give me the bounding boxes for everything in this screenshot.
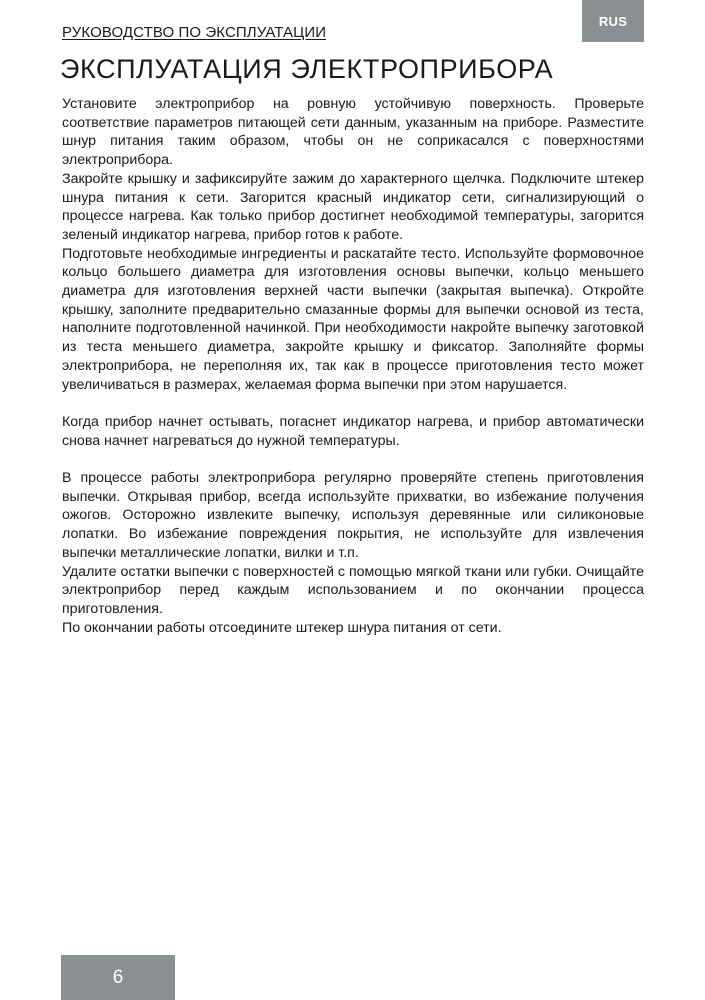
paragraph-checking: В процессе работы электроприбора регулярно проверяйте степень приготовления выпечки. Открывая прибор, всегда используйте прихватки, во избежание получения ожогов. Осторожно извлеките выпечку, используя деревянные или силиконовые лопатки. Во избежание повреждения покрытия, не используйте для извлечения выпечки металлические лопатки, вилки и т.п. (62, 470, 644, 561)
paragraph-power-on: Закройте крышку и зафиксируйте зажим до характерного щелчка. Подключите штекер шнура питания к сети. Загорится красный индикатор сети, сигнализирующий о процессе нагрева. Как только прибор достигнет необходимой температуры, загорится зеленый индикатор нагрева, прибор готов к работе. (62, 170, 644, 243)
paragraph-cleaning: Удалите остатки выпечки с поверхностей с помощью мягкой ткани или губки. Очищайте электроприбор перед каждым использованием и по окончании процесса приготовления. (62, 563, 644, 617)
paragraph-disconnect: По окончании работы отсоедините штекер шнура питания от сети. (62, 619, 502, 636)
paragraph-baking: Подготовьте необходимые ингредиенты и раскатайте тесто. Используйте формовочное кольцо большего диаметра для изготовления основы выпечки, кольцо меньшего диаметра для изготовления верхней части выпечки (закрытая выпечка). Откройте крышку, заполните предварительно смазанные формы для выпечки основой из теста, наполните подготовленной начинкой. При необходимости накройте выпечку заготовкой из теста меньшего диаметра, закройте крышку и фиксатор. Заполняйте формы электроприбора, не переполняя их, так как в процессе приготовления тесто может увеличиваться в размерах, желаемая форма выпечки при этом нарушается. (62, 245, 644, 393)
paragraph-placement: Установите электроприбор на ровную устойчивую поверхность. Проверьте соответствие параметров питающей сети данным, указанным на приборе. Разместите шнур питания таким образом, чтобы он не соприкасался с поверхностями электроприбора. (62, 96, 644, 169)
section-header: РУКОВОДСТВО ПО ЭКСПЛУАТАЦИИ (62, 24, 327, 41)
language-tab: RUS (582, 0, 644, 42)
paragraph-cooling: Когда прибор начнет остывать, погаснет индикатор нагрева, и прибор автоматически снова начнет нагреваться до нужной температуры. (62, 413, 644, 449)
page-title: ЭКСПЛУАТАЦИЯ ЭЛЕКТРОПРИБОРА (60, 54, 554, 84)
body-text (62, 95, 644, 637)
page-number: 6 (61, 955, 175, 1000)
